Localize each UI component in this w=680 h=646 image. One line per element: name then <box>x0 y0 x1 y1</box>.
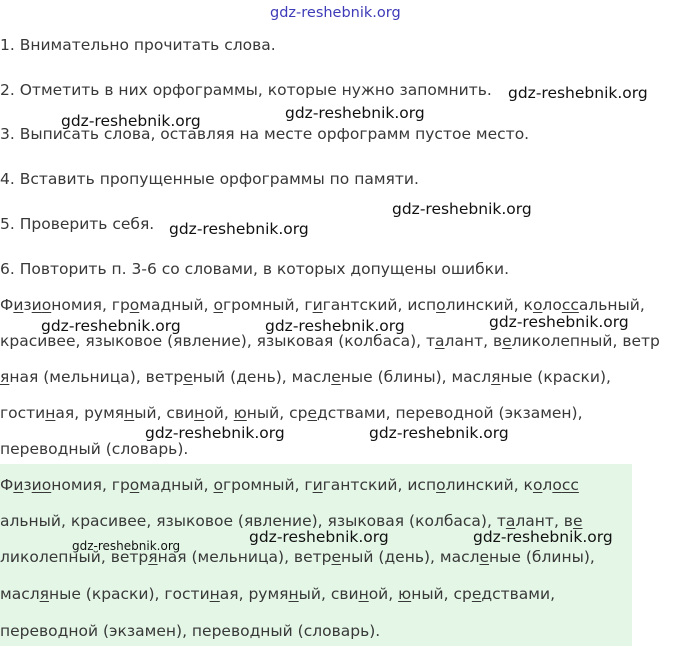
text-segment: гантский, исп <box>322 476 437 494</box>
text-segment: ные (краски), <box>500 368 611 386</box>
watermark: gdz-reshebnik.org <box>265 317 405 335</box>
word-line <box>0 403 583 423</box>
orthogram-mark: е <box>331 548 342 566</box>
orthogram-mark: н <box>45 404 56 422</box>
step-5: 5. Проверить себя. <box>0 215 155 233</box>
text-segment: альный, красивее, языковое (явление), языковая (колбаса), т <box>0 512 506 530</box>
orthogram-mark: о <box>532 296 543 314</box>
orthogram-mark: о <box>41 296 52 314</box>
text-segment: громный, г <box>222 476 313 494</box>
text-segment: ая, румя <box>55 404 125 422</box>
text-segment: гости <box>0 404 46 422</box>
orthogram-mark: и <box>312 296 323 314</box>
watermark: gdz-reshebnik.org <box>41 317 181 335</box>
orthogram-mark: ю <box>398 585 412 603</box>
orthogram-mark: н <box>288 585 299 603</box>
orthogram-mark: о <box>129 476 140 494</box>
orthogram-mark: е <box>479 548 490 566</box>
step-1: 1. Внимательно прочитать слова. <box>0 36 276 54</box>
orthogram-mark: е <box>572 512 583 530</box>
watermark: gdz-reshebnik.org <box>61 112 201 130</box>
text-segment: л <box>542 476 553 494</box>
text-segment: линский, к <box>445 296 533 314</box>
text-segment: ные (блины), масл <box>340 368 492 386</box>
text-segment: дствами, <box>481 585 556 603</box>
orthogram-mark: а <box>505 512 516 530</box>
orthogram-mark: ио <box>31 476 52 494</box>
text-segment: мадный, <box>139 476 214 494</box>
watermark: gdz-reshebnik.org <box>369 424 509 442</box>
orthogram-mark: н <box>194 404 205 422</box>
text-segment: масл <box>0 585 40 603</box>
text-segment: переводный (словарь). <box>0 440 189 458</box>
orthogram-mark: сс <box>561 296 579 314</box>
orthogram-mark: ю <box>233 404 247 422</box>
orthogram-mark: н <box>358 585 369 603</box>
text-segment: ликолепный, ветр <box>511 332 660 350</box>
text-segment: мадный, <box>139 296 214 314</box>
orthogram-mark: н <box>124 404 135 422</box>
text-segment: ный (день), масл <box>192 368 332 386</box>
text-segment: Ф <box>0 476 14 494</box>
orthogram-mark: сс <box>561 476 579 494</box>
watermark: gdz-reshebnik.org <box>72 539 181 553</box>
orthogram-mark: я <box>39 585 49 603</box>
orthogram-mark: и <box>312 476 323 494</box>
orthogram-mark: и <box>13 296 24 314</box>
answer-line <box>0 584 555 604</box>
text-segment: альный, <box>578 296 645 314</box>
text-segment: ликолепный, ветр <box>0 548 149 566</box>
answer-line <box>0 475 579 495</box>
step-3: 3. Выписать слова, оставляя на месте орфограмм пустое место. <box>0 125 530 143</box>
orthogram-mark: н <box>209 585 220 603</box>
orthogram-mark: а <box>435 332 445 350</box>
text-segment: ная (мельница), ветр <box>9 368 184 386</box>
text-segment: ный (день), масл <box>341 548 480 566</box>
watermark: gdz-reshebnik.org <box>145 424 285 442</box>
watermark: gdz-reshebnik.org <box>489 313 629 331</box>
text-segment: ая, румя <box>219 585 289 603</box>
text-segment: переводной (экзамен), переводный (словарь). <box>0 622 381 640</box>
text-segment: Ф <box>0 296 14 314</box>
watermark: gdz-reshebnik.org <box>392 200 532 218</box>
text-segment: лант, в <box>444 332 503 350</box>
step-6: 6. Повторить п. 3-6 со словами, в которых допущены ошибки. <box>0 260 510 278</box>
orthogram-mark: я <box>491 368 501 386</box>
text-segment: ные (блины), <box>489 548 595 566</box>
orthogram-mark: и <box>13 476 24 494</box>
orthogram-mark: е <box>183 368 193 386</box>
text-segment: з <box>23 296 32 314</box>
text-segment: ый, сви <box>298 585 359 603</box>
text-segment: красивее, языковое (явление), языковая (колбаса), т <box>0 332 436 350</box>
watermark: gdz-reshebnik.org <box>508 84 648 102</box>
text-segment: ные (краски), гости <box>48 585 210 603</box>
step-4: 4. Вставить пропущенные орфограммы по памяти. <box>0 170 419 188</box>
orthogram-mark: о <box>436 476 446 494</box>
text-segment: з <box>23 476 32 494</box>
word-line <box>0 367 611 387</box>
text-segment: ная (мельница), ветр <box>157 548 332 566</box>
orthogram-mark: о <box>436 296 446 314</box>
watermark: gdz-reshebnik.org <box>285 104 425 122</box>
watermark: gdz-reshebnik.org <box>249 528 389 546</box>
text-segment: ло <box>542 296 562 314</box>
orthogram-mark: е <box>307 404 318 422</box>
text-segment: ный, ср <box>246 404 308 422</box>
text-segment: лант, в <box>515 512 573 530</box>
text-segment: ный, ср <box>411 585 472 603</box>
orthogram-mark: о <box>129 296 140 314</box>
orthogram-mark: е <box>471 585 482 603</box>
step-2: 2. Отметить в них орфограммы, которые нужно запомнить. <box>0 81 492 99</box>
watermark: gdz-reshebnik.org <box>169 220 309 238</box>
orthogram-mark: я <box>148 548 158 566</box>
orthogram-mark: о <box>213 476 223 494</box>
text-segment: ой, <box>204 404 234 422</box>
watermark: gdz-reshebnik.org <box>473 528 613 546</box>
text-segment: громный, г <box>222 296 313 314</box>
text-segment: ой, <box>368 585 399 603</box>
orthogram-mark: и <box>31 296 42 314</box>
text-segment: номия, гр <box>51 476 130 494</box>
answer-line <box>0 621 380 641</box>
orthogram-mark: о <box>213 296 223 314</box>
orthogram-mark: о <box>532 476 543 494</box>
text-segment: ый, сви <box>134 404 195 422</box>
orthogram-mark: е <box>502 332 512 350</box>
watermark: gdz-reshebnik.org <box>270 5 401 21</box>
text-segment: дствами, переводной (экзамен), <box>317 404 583 422</box>
text-segment: гантский, исп <box>322 296 437 314</box>
orthogram-mark: е <box>331 368 341 386</box>
orthogram-mark: о <box>552 476 562 494</box>
orthogram-mark: я <box>0 368 10 386</box>
text-segment: линский, к <box>445 476 533 494</box>
text-segment: номия, гр <box>51 296 130 314</box>
